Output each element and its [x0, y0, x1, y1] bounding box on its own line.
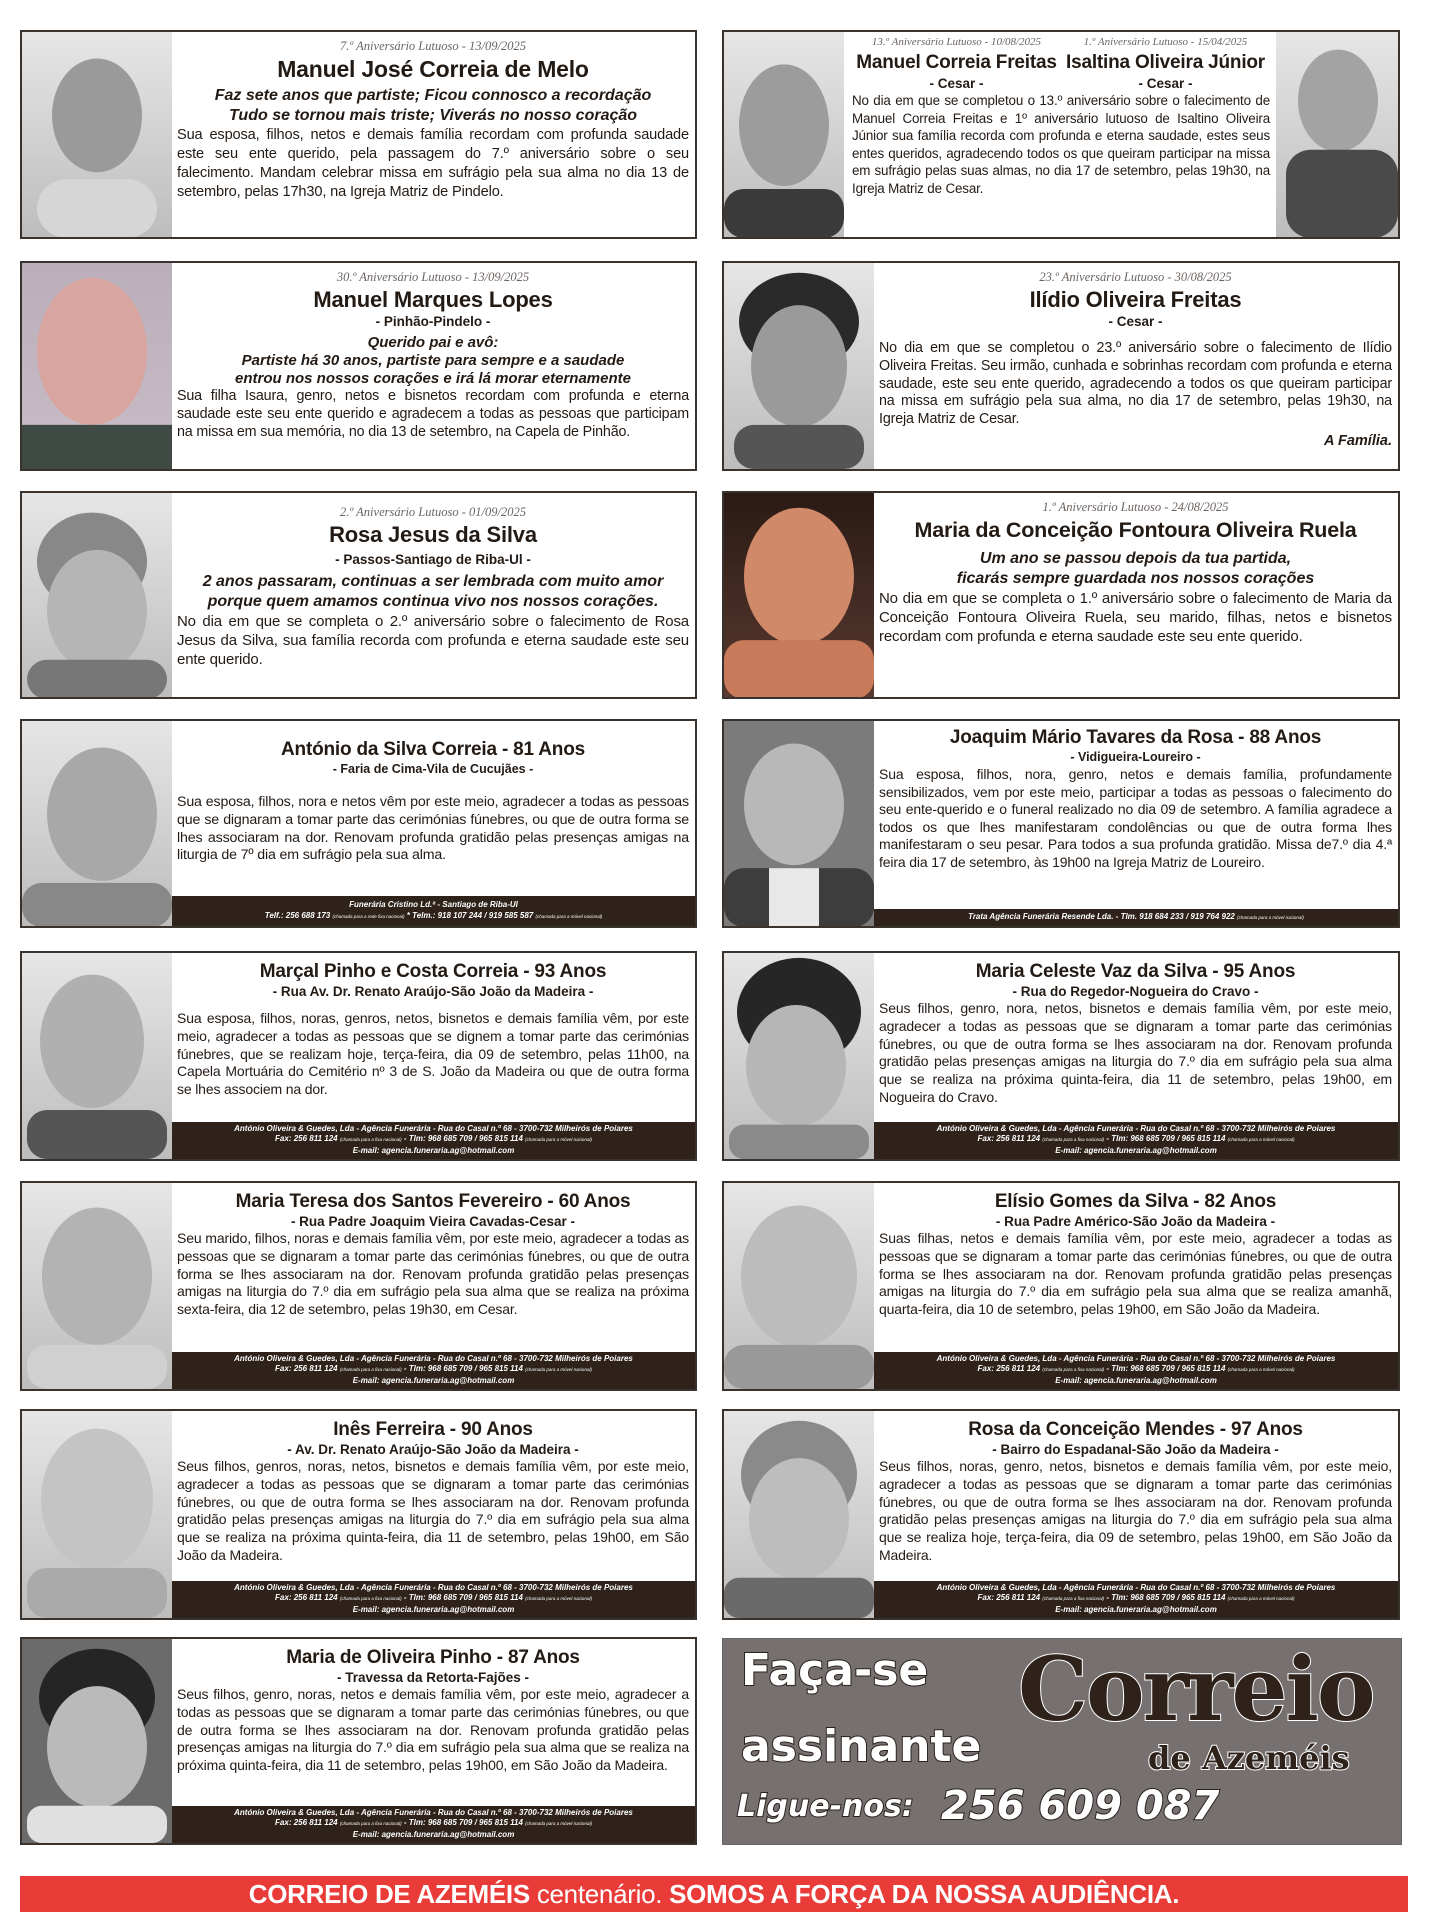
banner-slogan: SOMOS A FORÇA DA NOSSA AUDIÊNCIA.	[662, 1879, 1180, 1909]
funeral-home-address: António Oliveira & Guedes, Lda - Agência Funerária - Rua do Casal n.º 68 - 3700-732 Milheirós de Poiares	[234, 1353, 633, 1363]
obituary-text: Sua esposa, filhos, nora, genro, netos e demais família, profundamente sensibilizados, vem por este meio, participar a todas as pessoas o falecimento do seu ente-querido e o funeral realizado no dia 09 de setembro. A família agradece a todos os que lhes manifestaram condolências ou que de outra forma lhes manifestaram o seu pesar. Para todos a sua profunda gratidão. Missa de7.º dia 4.ª feira dia 17 de setembro, às 19h00 na Igreja Matriz de Loureiro.	[879, 766, 1392, 870]
newspaper-logo: Correio	[1018, 1637, 1374, 1741]
obituary-text: No dia em que se completa o 1.º aniversário sobre o falecimento de Maria da Conceição Fontoura Oliveira Ruela, seu marido, filhas, netos e bisnetos recordam com profunda e eterna saudade este seu ente querido.	[879, 590, 1392, 645]
fax-note: (chamada para a fixa nacional)	[1042, 1137, 1105, 1142]
mobile: - Tlm: 968 685 709 / 965 815 114	[1104, 1364, 1226, 1373]
funeral-home-footer	[874, 909, 1398, 927]
funeral-home-address: António Oliveira & Guedes, Lda - Agência Funerária - Rua do Casal n.º 68 - 3700-732 Milheirós de Poiares	[936, 1123, 1336, 1133]
obituary-card	[722, 951, 1400, 1161]
fax: Fax: 256 811 124	[275, 1364, 338, 1373]
location-label: - Faria de Cima-Vila de Cucujães -	[332, 762, 534, 776]
email-link[interactable]: E-mail: agencia.funeraria.ag@hotmail.com	[352, 1604, 515, 1614]
verse-line: Querido pai e avô:	[367, 334, 499, 351]
location-label: - Cesar -	[1108, 314, 1163, 329]
obituary-card	[20, 951, 697, 1161]
verse-line: Faz sete anos que partiste; Ficou connosco a recordação	[214, 87, 652, 104]
funeral-home-footer	[874, 1581, 1398, 1619]
banner-brand: CORREIO DE AZEMÉIS	[248, 1879, 530, 1909]
obituary-text: Seus filhos, genros, noras, netos, bisnetos e demais família vêm, por este meio, agradecer a todas as pessoas que se dignaram a tomar parte das cerimónias fúnebres, ou que de outra forma se lhes associaram na dor. Renovam profunda gratidão pelas presenças amigas na liturgia do 7.º dia em sufrágio pela sua alma que se realiza na próxima quinta-feira, dia 11 de setembro, pelas 19h00, em São João da Madeira.	[177, 1458, 689, 1563]
funeral-home-footer	[172, 1122, 695, 1160]
verse-line: ficarás sempre guardada nos nossos corações	[956, 570, 1315, 587]
fax: Fax: 256 811 124	[275, 1818, 338, 1827]
anniversary-label: 2.º Aniversário Lutuoso - 01/09/2025	[340, 505, 526, 519]
obituary-text: Sua esposa, filhos, nora e netos vêm por este meio, agradecer a todas as pessoas que se dignaram a tomar parte das cerimónias fúnebres, ou que de outra forma se lhes associaram na dor. Renovam profunda gratidão pelas presenças amigas na liturgia de 7º dia em sufrágio pela sua alma.	[177, 794, 689, 864]
obituary-card	[20, 1181, 697, 1391]
deceased-name: Maria Teresa dos Santos Fevereiro - 60 Anos	[235, 1191, 631, 1212]
newspaper-logo-sub: de Azeméis	[1148, 1739, 1350, 1777]
funeral-home-address: António Oliveira & Guedes, Lda - Agência Funerária - Rua do Casal n.º 68 - 3700-732 Milheirós de Poiares	[936, 1582, 1336, 1592]
anniversary-label: 30.º Aniversário Lutuoso - 13/09/2025	[336, 270, 530, 284]
obituary-text: Suas filhas, netos e demais família vêm, por este meio, agradecer a todas as pessoas que se dignaram a tomar parte das cerimónias fúnebres, ou que de outra forma se lhes associaram na dor. Renovam profunda gratidão pelas presenças amigas na liturgia do 7.º dia em sufrágio pela sua alma que se realiza amanhã, quarta-feira, dia 10 de setembro, pelas 19h00, em São João da Madeira.	[879, 1230, 1392, 1318]
location-label: - Travessa da Retorta-Fajões -	[336, 1670, 530, 1685]
deceased-name: Manuel José Correia de Melo	[277, 56, 589, 82]
fax-note: (chamada para a fixa nacional)	[339, 1596, 402, 1601]
mobile: * Telm.: 918 107 244 / 919 585 587	[404, 910, 534, 920]
anniversary-label: 1.º Aniversário Lutuoso - 24/08/2025	[1042, 500, 1229, 514]
location-label: - Vidigueira-Loureiro -	[1070, 750, 1201, 764]
location-label: - Passos-Santiago de Riba-Ul -	[335, 552, 531, 567]
portrait-photo	[724, 493, 874, 697]
funeral-home-name: Funerária Cristino Ld.ª - Santiago de Riba-Ul	[349, 900, 518, 909]
signature: A Família.	[1324, 432, 1392, 449]
fax-note: (chamada para a fixa nacional)	[1042, 1596, 1105, 1601]
portrait-photo	[22, 1183, 172, 1389]
deceased-name: Rosa da Conceição Mendes - 97 Anos	[968, 1419, 1303, 1440]
mobile: - Tlm: 968 685 709 / 965 815 114	[1104, 1134, 1226, 1143]
phone: Telf.: 256 688 173	[264, 910, 331, 920]
obituary-card-double	[722, 30, 1400, 239]
email-link[interactable]: E-mail: agencia.funeraria.ag@hotmail.com	[352, 1829, 515, 1839]
fax: Fax: 256 811 124	[977, 1364, 1041, 1373]
mobile: - Tlm: 968 685 709 / 965 815 114	[401, 1818, 523, 1827]
obituary-card	[722, 1409, 1400, 1620]
email-link[interactable]: E-mail: agencia.funeraria.ag@hotmail.com	[1055, 1375, 1217, 1385]
mobile-note: (chamada para a móvel nacional)	[1227, 1137, 1295, 1142]
funeral-home-footer	[172, 896, 695, 926]
funeral-home-address: António Oliveira & Guedes, Lda - Agência Funerária - Rua do Casal n.º 68 - 3700-732 Milheirós de Poiares	[234, 1807, 633, 1817]
mobile-note: (chamada para a móvel nacional)	[525, 1367, 592, 1372]
fax: Fax: 256 811 124	[977, 1134, 1041, 1143]
ad-phone-number: 256 609 087	[941, 1783, 1220, 1829]
obituary-card	[722, 491, 1400, 699]
mobile: - Tlm: 968 685 709 / 965 815 114	[401, 1364, 523, 1373]
funeral-home-footer	[172, 1352, 695, 1390]
location-label: - Rua Av. Dr. Renato Araújo-São João da Madeira -	[272, 984, 594, 999]
phone-note: (chamada para a rede fixa nacional)	[332, 913, 405, 919]
portrait-photo	[22, 721, 172, 926]
ad-headline-1: Faça-se	[741, 1645, 929, 1696]
obituary-text: Seus filhos, noras, genro, netos, bisnetos e demais família vêm, por este meio, agradecer a todas as pessoas que se dignaram a tomar parte das cerimónias fúnebres, ou que de outra forma se lhes associaram na dor. Renovam profunda gratidão pelas presenças amigas na liturgia do 7.º dia em sufrágio pela sua alma que se realiza hoje, terça-feira, dia 09 de setembro, pelas 19h00, em São João da Madeira.	[879, 1458, 1392, 1563]
deceased-name: Inês Ferreira - 90 Anos	[333, 1419, 533, 1440]
obituary-text: Seu marido, filhos, noras e demais família vêm, por este meio, agradecer a todas as pessoas que se dignaram a tomar parte das cerimónias fúnebres, ou que de outra forma se lhes associaram na dor. Renovam profunda gratidão pelas presenças amigas na liturgia do 7.º dia em sufrágio pela sua alma que se realiza na próxima sexta-feira, dia 12 de setembro, pelas 19h30, em Cesar.	[177, 1230, 689, 1318]
deceased-name: António da Silva Correia - 81 Anos	[281, 739, 585, 760]
funeral-home-footer	[874, 1122, 1398, 1160]
obituary-text: No dia em que se completou o 13.º aniversário sobre o falecimento de Manuel Correia Freitas e 1º aniversário lutuoso de Isaltino Oliveira Júnior sua família recorda com profunda e eterna saudade, estes seus entes queridos, agradecendo todos os que queiram participar na missa em sufrágio pelas suas almas, no dia 17 de setembro, pelas 19h30, na Igreja Matriz de Cesar.	[852, 93, 1270, 196]
anniversary-label: 7.º Aniversário Lutuoso - 13/09/2025	[340, 39, 526, 53]
obituary-text: No dia em que se completou o 23.º aniversário sobre o falecimento de Ilídio Oliveira Freitas. Seu irmão, cunhada e sobrinhas recordam com profunda e eterna saudade, este seu ente querido, agradecendo a todos os que queiram participar na missa em sufrágio pela sua alma, no dia 17 de setembro, pelas 19h30, na Igreja Matriz de Cesar.	[879, 340, 1392, 428]
anniversary-label: 1.º Aniversário Lutuoso - 15/04/2025	[1083, 36, 1248, 48]
deceased-name: Maria de Oliveira Pinho - 87 Anos	[286, 1647, 580, 1668]
obituary-card	[20, 261, 697, 471]
phone-note: (chamada para a móvel nacional)	[1237, 914, 1304, 920]
portrait-photo	[724, 953, 874, 1159]
deceased-name: Ilídio Oliveira Freitas	[1029, 287, 1242, 312]
funeral-home-address: António Oliveira & Guedes, Lda - Agência Funerária - Rua do Casal n.º 68 - 3700-732 Milheirós de Poiares	[936, 1353, 1336, 1363]
mobile-note: (chamada para a móvel nacional)	[1227, 1367, 1295, 1372]
email-link[interactable]: E-mail: agencia.funeraria.ag@hotmail.com	[352, 1145, 515, 1155]
portrait-photo	[22, 493, 172, 697]
email-link[interactable]: E-mail: agencia.funeraria.ag@hotmail.com	[1055, 1604, 1217, 1614]
verse-line: 2 anos passaram, continuas a ser lembrada com muito amor	[202, 573, 664, 590]
location-label: - Cesar -	[1138, 76, 1193, 91]
funeral-home-footer	[172, 1581, 695, 1619]
deceased-name: Maria Celeste Vaz da Silva - 95 Anos	[975, 961, 1296, 982]
obituary-card	[20, 719, 697, 928]
funeral-home-address: António Oliveira & Guedes, Lda - Agência Funerária - Rua do Casal n.º 68 - 3700-732 Milheirós de Poiares	[234, 1123, 633, 1133]
obituary-card	[20, 1409, 697, 1620]
mobile-note: (chamada para a móvel nacional)	[535, 913, 603, 919]
obituary-text: Sua esposa, filhos, noras, genros, netos, bisnetos e demais família vêm, por este meio, agradecer a todas as pessoas que se dignem a tomar parte das cerimónias fúnebres, que se realizam hoje, terça-feira, dia 09 de setembro, pelas 11h00, na Capela Mortuária do Cemitério nº 3 de S. João da Madeira ou que de outra forma se lhes associem na dor.	[177, 1010, 689, 1098]
banner-centenary: centenário.	[529, 1879, 663, 1909]
deceased-name: Manuel Correia Freitas	[856, 52, 1057, 73]
verse-line: entrou nos nossos corações e irá lá morar eternamente	[235, 370, 631, 387]
fax-note: (chamada para a fixa nacional)	[339, 1821, 402, 1826]
obituary-card	[722, 1181, 1400, 1391]
portrait-photo	[724, 1411, 874, 1618]
portrait-photo-right	[1276, 32, 1398, 237]
verse-line: Um ano se passou depois da tua partida,	[979, 550, 1292, 567]
mobile: - Tlm: 968 685 709 / 965 815 114	[401, 1134, 523, 1143]
portrait-photo	[22, 32, 172, 237]
mobile: - Tlm: 968 685 709 / 965 815 114	[401, 1593, 523, 1602]
verse-line: porque quem amamos continua vivo nos nossos corações.	[207, 593, 659, 610]
fax-note: (chamada para a fixa nacional)	[339, 1367, 402, 1372]
funeral-home-footer	[172, 1806, 695, 1844]
obituary-text: Sua esposa, filhos, netos e demais família recordam com profunda saudade este seu ente querido, pela passagem do 7.º aniversário sobre o seu falecimento. Mandam celebrar missa em sufrágio pela sua alma no dia 13 de setembro, pelas 17h30, na Igreja Matriz de Pindelo.	[177, 127, 689, 200]
deceased-name: Manuel Marques Lopes	[313, 287, 553, 312]
fax: Fax: 256 811 124	[275, 1593, 338, 1602]
portrait-photo	[22, 1411, 172, 1618]
location-label: - Av. Dr. Renato Araújo-São João da Madeira -	[287, 1442, 579, 1457]
portrait-photo	[724, 1183, 874, 1389]
obituary-card	[722, 261, 1400, 471]
deceased-name: Maria da Conceição Fontoura Oliveira Ruela	[914, 518, 1357, 542]
promo-banner	[20, 1876, 1408, 1912]
ad-call-label: Ligue-nos:	[737, 1789, 914, 1824]
mobile-note: (chamada para a móvel nacional)	[525, 1137, 592, 1142]
fax-note: (chamada para a fixa nacional)	[1042, 1367, 1105, 1372]
portrait-photo	[724, 721, 874, 926]
location-label: - Rua do Regedor-Nogueira do Cravo -	[1012, 984, 1259, 999]
subscription-ad[interactable]	[722, 1638, 1402, 1845]
location-label: - Rua Padre Américo-São João da Madeira -	[995, 1214, 1276, 1229]
portrait-photo-left	[724, 32, 844, 237]
deceased-name: Rosa Jesus da Silva	[329, 522, 537, 547]
email-link[interactable]: E-mail: agencia.funeraria.ag@hotmail.com	[352, 1375, 515, 1385]
fax-note: (chamada para a fixa nacional)	[339, 1137, 402, 1142]
location-label: - Pinhão-Pindelo -	[375, 314, 491, 329]
deceased-name: Joaquim Mário Tavares da Rosa - 88 Anos	[949, 727, 1322, 748]
obituary-text: Seus filhos, genro, nora, netos, bisnetos e demais família vêm, por este meio, agradecer a todas as pessoas que se dignaram a tomar parte das cerimónias fúnebres, ou que de outra forma se lhes associaram na dor. Renovam profunda gratidão pelas presenças amigas na liturgia do 7.º dia em sufrágio pela sua alma que se realiza na próxima quinta-feira, dia 11 de setembro, pelas 19h00, em Nogueira do Cravo.	[879, 1000, 1392, 1105]
deceased-name: Elísio Gomes da Silva - 82 Anos	[994, 1191, 1277, 1212]
portrait-photo	[22, 263, 172, 469]
location-label: - Rua Padre Joaquim Vieira Cavadas-Cesar -	[290, 1214, 576, 1229]
anniversary-label: 23.º Aniversário Lutuoso - 30/08/2025	[1039, 270, 1232, 284]
portrait-photo	[724, 263, 874, 469]
location-label: - Bairro do Espadanal-São João da Madeira -	[992, 1442, 1279, 1457]
obituary-card	[20, 491, 697, 699]
funeral-home-footer	[874, 1352, 1398, 1390]
obituary-text: No dia em que se completa o 2.º aniversário sobre o falecimento de Rosa Jesus da Silva, sua família recorda com profunda e eterna saudade este seu ente querido.	[177, 613, 689, 668]
obituary-card	[722, 719, 1400, 928]
anniversary-label: 13.º Aniversário Lutuoso - 10/08/2025	[871, 36, 1042, 48]
obituary-card	[20, 1637, 697, 1845]
verse-line: Partiste há 30 anos, partiste para sempre e a saudade	[241, 352, 625, 369]
deceased-name: Marçal Pinho e Costa Correia - 93 Anos	[259, 961, 607, 982]
deceased-name: Isaltina Oliveira Júnior	[1066, 52, 1265, 73]
fax: Fax: 256 811 124	[977, 1593, 1041, 1602]
mobile: - Tlm: 968 685 709 / 965 815 114	[1104, 1593, 1226, 1602]
mobile-note: (chamada para a móvel nacional)	[525, 1596, 592, 1601]
portrait-photo	[22, 953, 172, 1159]
mobile-note: (chamada para a móvel nacional)	[1227, 1596, 1295, 1601]
portrait-photo	[22, 1639, 172, 1843]
fax: Fax: 256 811 124	[275, 1134, 338, 1143]
mobile-note: (chamada para a móvel nacional)	[525, 1821, 592, 1826]
location-label: - Cesar -	[929, 76, 984, 91]
obituary-text: Seus filhos, genro, noras, netos e demais família vêm, por este meio, agradecer a todas as pessoas que se dignaram a tomar parte das cerimónias fúnebres, ou que de outra forma se lhes associaram na dor. Renovam profunda gratidão pelas presenças amigas na liturgia do 7.º dia em sufrágio pela sua alma que se realiza na próxima quinta-feira, dia 11 de setembro, pelas 19h00, em São João da Madeira.	[177, 1686, 689, 1774]
funeral-home-address: António Oliveira & Guedes, Lda - Agência Funerária - Rua do Casal n.º 68 - 3700-732 Milheirós de Poiares	[234, 1582, 633, 1592]
obituary-card	[20, 30, 697, 239]
email-link[interactable]: E-mail: agencia.funeraria.ag@hotmail.com	[1055, 1145, 1217, 1155]
verse-line: Tudo se tornou mais triste; Viverás no nosso coração	[228, 107, 638, 124]
funeral-home-name: Trata Agência Funerária Resende Lda. - Tlm. 918 684 233 / 919 764 922	[968, 911, 1235, 921]
obituary-text: Sua filha Isaura, genro, netos e bisnetos recordam com profunda e eterna saudade este seu ente querido e agradecem a todas as pessoas que participam na missa em sua memória, no dia 13 de setembro, na Capela de Pinhão.	[177, 388, 689, 440]
ad-headline-2: assinante	[741, 1721, 982, 1772]
